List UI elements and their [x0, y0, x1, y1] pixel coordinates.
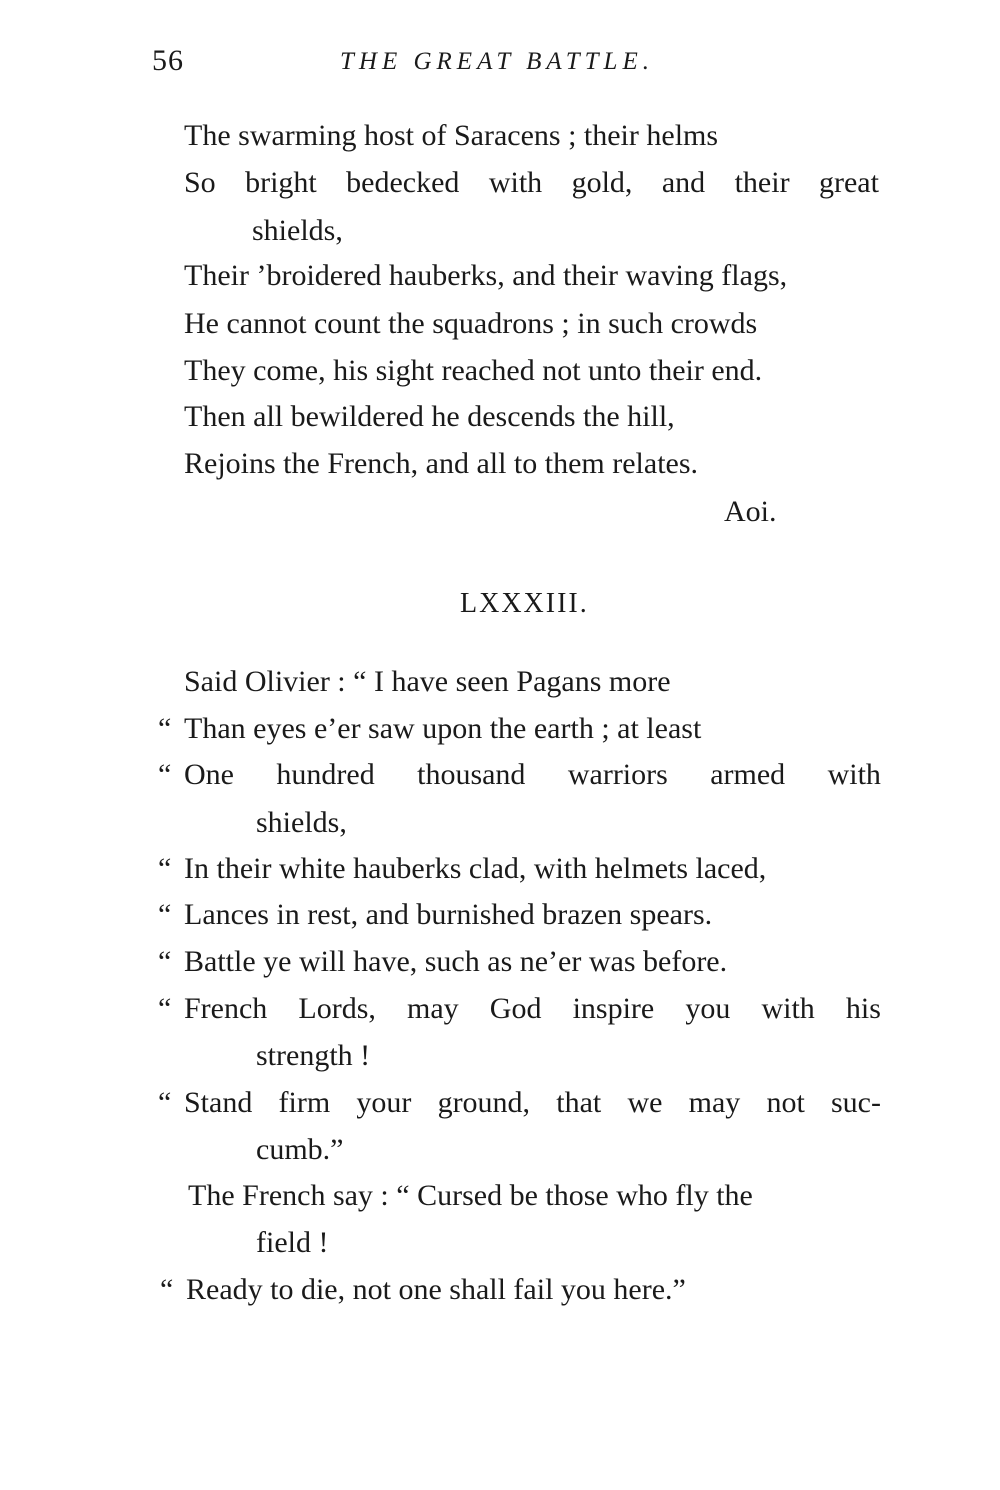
quote-mark: “ — [158, 992, 172, 1025]
verse-line — [184, 757, 881, 793]
quote-mark: “ — [158, 712, 172, 745]
word: Lords, — [298, 992, 376, 1025]
quote-mark: “ — [158, 758, 172, 791]
word: that — [556, 1086, 602, 1119]
verse-line-continuation: shields, — [252, 214, 343, 247]
verse-line: Ready to die, not one shall fail you here.” — [186, 1273, 686, 1306]
word: warriors — [567, 758, 668, 791]
word: ground, — [437, 1086, 531, 1119]
verse-line: He cannot count the squadrons ; in such crowds — [184, 307, 758, 340]
word: you — [685, 992, 731, 1025]
page-number: 56 — [152, 44, 184, 77]
quote-mark: “ — [158, 898, 172, 931]
verse-line: Rejoins the French, and all to them relates. — [184, 447, 699, 480]
verse-line: Than eyes e’er saw upon the earth ; at least — [184, 712, 702, 745]
verse-line: Lances in rest, and burnished brazen spears. — [184, 898, 713, 931]
verse-line: The French say : “ Cursed be those who fly the — [188, 1179, 753, 1212]
verse-line: Battle ye will have, such as ne’er was before. — [184, 945, 728, 978]
word: French — [184, 992, 268, 1025]
word: may — [407, 992, 459, 1025]
verse-line: Their ’broidered hauberks, and their waving flags, — [184, 259, 788, 292]
word: with — [488, 166, 543, 199]
word: their — [734, 166, 790, 199]
quote-mark: “ — [158, 1086, 172, 1119]
word: thousand — [417, 758, 526, 791]
word: and — [661, 166, 706, 199]
verse-line: Then all bewildered he descends the hill, — [184, 400, 675, 433]
word: his — [845, 992, 881, 1025]
word: firm — [278, 1086, 331, 1119]
word: gold, — [571, 166, 633, 199]
verse-line-continuation: cumb.” — [256, 1133, 344, 1166]
word: inspire — [572, 992, 655, 1025]
verse-line — [184, 991, 881, 1027]
word: bright — [245, 166, 317, 199]
word: with — [761, 992, 815, 1025]
verse-line-continuation: field ! — [256, 1226, 329, 1259]
word: suc- — [830, 1086, 881, 1119]
verse-line — [184, 1085, 881, 1121]
word: not — [766, 1086, 805, 1119]
word: we — [627, 1086, 663, 1119]
word: your — [356, 1086, 412, 1119]
word: So — [184, 166, 216, 199]
word: hundred — [276, 758, 375, 791]
running-title: THE GREAT BATTLE. — [340, 48, 654, 75]
word: great — [818, 166, 879, 199]
word: Stand — [184, 1086, 253, 1119]
verse-line: The swarming host of Saracens ; their helms — [184, 119, 719, 152]
verse-line-continuation: shields, — [256, 806, 347, 839]
word: may — [688, 1086, 741, 1119]
word: One — [184, 758, 234, 791]
quote-mark: “ — [158, 852, 172, 885]
verse-line: They come, his sight reached not unto their end. — [184, 354, 763, 387]
word: God — [489, 992, 542, 1025]
quote-mark: “ — [160, 1273, 174, 1306]
word: bedecked — [346, 166, 460, 199]
verse-line: In their white hauberks clad, with helmets laced, — [184, 852, 767, 885]
quote-mark: “ — [158, 945, 172, 978]
refrain-aoi: Aoi. — [724, 495, 777, 528]
verse-line: Said Olivier : “ I have seen Pagans more — [184, 665, 671, 698]
section-title: LXXXIII. — [460, 588, 589, 619]
word: armed — [710, 758, 786, 791]
verse-line-continuation: strength ! — [256, 1039, 371, 1072]
verse-line — [184, 165, 879, 201]
word: with — [827, 758, 881, 791]
